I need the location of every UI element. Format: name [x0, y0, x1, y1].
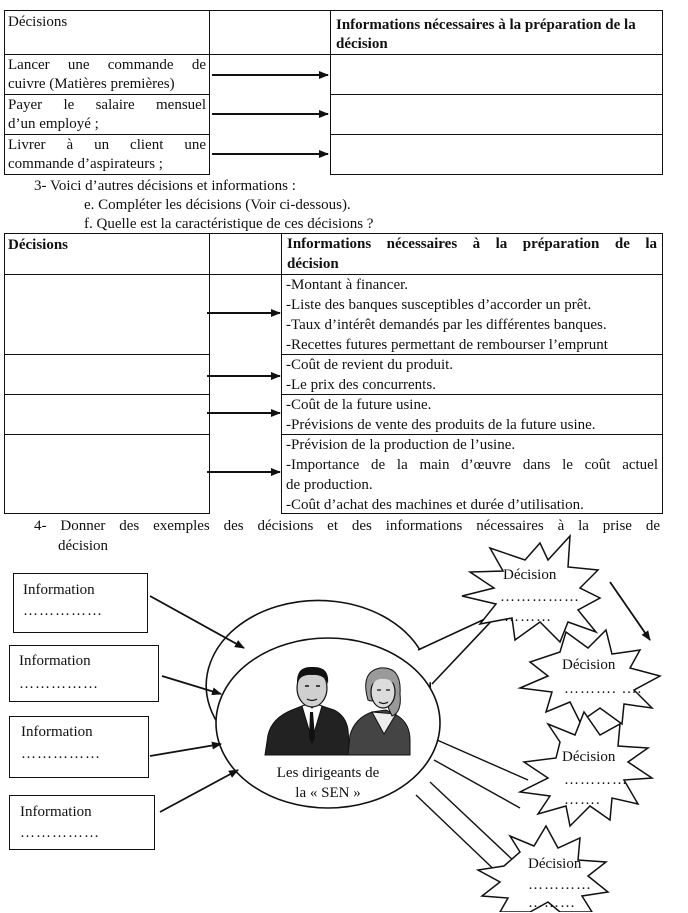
decision-1-to-2-arrow	[610, 582, 650, 640]
link-decision-4-a	[430, 782, 515, 862]
table2-row-4-info-2: -Importance de la main d’œuvre dans le coût actuel	[286, 457, 658, 473]
leaders-caption-line-2: la « SEN »	[295, 785, 361, 801]
table1-row-3-line-1: Livrer à un client une	[8, 137, 206, 153]
table1-row-1-line-1: Lancer une commande de	[8, 57, 206, 73]
table2-header-informations-line-2: décision	[287, 256, 339, 272]
information-box-1-label: Information	[23, 582, 95, 598]
decision-3-dots-1: …………	[564, 772, 628, 788]
decision-4-label: Décision	[528, 856, 582, 872]
information-box-3-dots: ……………	[21, 746, 101, 762]
decision-2-burst	[520, 630, 660, 724]
decision-3-dots-2: …….	[564, 792, 601, 808]
table2-row-1-info-2: -Liste des banques susceptibles d’accorder un prêt.	[286, 297, 592, 313]
decision-4-dots-1: …………	[528, 877, 592, 893]
decision-4-dots-2: ………	[528, 895, 576, 911]
table2-row-1-info-3: -Taux d’intérêt demandés par les différentes banques.	[286, 317, 607, 333]
table1-header-informations: Informations nécessaires à la préparation de la décision	[336, 17, 636, 52]
question-4-line-2: décision	[58, 538, 108, 554]
decision-1-label: Décision	[503, 567, 557, 583]
table2-row-1-info-4: -Recettes futures permettant de rembourser l’emprunt	[286, 337, 608, 353]
link-decision-3-a	[437, 740, 528, 780]
link-decision-3-b	[434, 760, 520, 808]
information-box-1-dots: ……………	[23, 603, 103, 619]
table1-row-2-line-2: d’un employé ;	[8, 116, 99, 132]
table2-row-2-info-1: -Coût de revient du produit.	[286, 357, 454, 373]
decision-2-dots-1: ………. ….	[564, 681, 643, 697]
table2-row-4-info-4: -Coût d’achat des machines et durée d’utilisation.	[286, 497, 584, 513]
table2-row-2-info-2: -Le prix des concurrents.	[286, 377, 436, 393]
table2-row-1-info-1: -Montant à financer.	[286, 277, 409, 293]
decision-1-dots-1: ……………	[500, 589, 580, 605]
table2-row-3-info-2: -Prévisions de vente des produits de la future usine.	[286, 417, 596, 433]
question-3-item-e: e. Compléter les décisions (Voir ci-dessous).	[84, 197, 351, 213]
information-box-4-dots: ……………	[20, 825, 100, 841]
table2-row-4-info-1: -Prévision de la production de l’usine.	[286, 437, 516, 453]
question-3-title: 3- Voici d’autres décisions et informations :	[34, 178, 296, 194]
info-4-arrow	[160, 770, 238, 812]
table1-row-3-line-2: commande d’aspirateurs ;	[8, 156, 163, 172]
table1-row-1-line-2: cuivre (Matières premières)	[8, 76, 175, 92]
information-box-2-label: Information	[19, 653, 91, 669]
table1-row-2-line-1: Payer le salaire mensuel	[8, 97, 206, 113]
question-3-item-f: f. Quelle est la caractéristique de ces décisions ?	[84, 216, 374, 232]
decision-3-label: Décision	[562, 749, 616, 765]
leaders-caption-line-1: Les dirigeants de	[276, 765, 380, 781]
question-4-line-1: 4- Donner des exemples des décisions et des informations nécessaires à la prise de	[34, 518, 660, 534]
table1-header-decisions: Décisions	[8, 14, 68, 30]
table2-row-4-info-3: de production.	[286, 477, 373, 493]
decision-2-label: Décision	[562, 657, 616, 673]
table2-header-informations-line-1: Informations nécessaires à la préparation de la	[287, 236, 657, 252]
table2-header-decisions: Décisions	[8, 237, 68, 253]
information-box-3-label: Information	[21, 724, 93, 740]
decision-1-dots-2: ………	[504, 609, 552, 625]
information-box-2-dots: ……………	[19, 676, 99, 692]
table2-row-3-info-1: -Coût de la future usine.	[286, 397, 432, 413]
info-3-arrow	[150, 744, 221, 756]
info-1-arrow	[150, 596, 244, 648]
information-box-4-label: Information	[20, 804, 92, 820]
